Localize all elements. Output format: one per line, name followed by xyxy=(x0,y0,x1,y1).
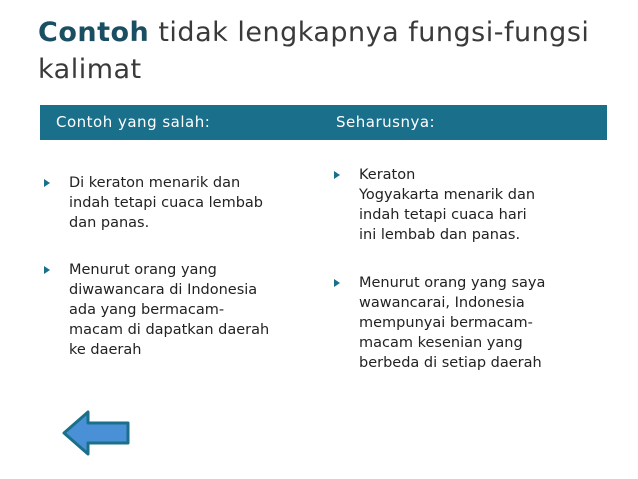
bullet-arrow-icon xyxy=(334,171,340,179)
bullet-arrow-icon xyxy=(334,279,340,287)
column-header-wrong: Contoh yang salah: xyxy=(56,113,211,131)
wrong-example-text: Menurut orang yang diwawancara di Indonesia ada yang bermacam- macam di dapatkan daerah ke daerah xyxy=(69,262,270,358)
list-item xyxy=(330,273,610,373)
bullet-arrow-icon xyxy=(44,266,50,274)
page-title xyxy=(38,14,628,88)
list-item xyxy=(330,165,610,245)
title-rest: tidak lengkapnya fungsi-fungsi kalimat xyxy=(38,17,590,85)
table-header-bar xyxy=(40,105,607,140)
wrong-examples-list xyxy=(40,173,310,360)
column-header-correct: Seharusnya: xyxy=(336,113,436,131)
list-item xyxy=(40,173,310,233)
list-item xyxy=(40,260,310,360)
back-button[interactable] xyxy=(62,409,132,457)
bullet-arrow-icon xyxy=(44,179,50,187)
title-emphasis: Contoh xyxy=(38,17,150,48)
correct-example-text: Menurut orang yang saya wawancarai, Indonesia mempunyai bermacam- macam kesenian yang berbeda di setiap daerah xyxy=(359,275,546,371)
wrong-example-text: Di keraton menarik dan indah tetapi cuaca lembab dan panas. xyxy=(69,175,264,231)
correct-examples-list xyxy=(330,165,610,373)
correct-example-text: Keraton Yogyakarta menarik dan indah tetapi cuaca hari ini lembab dan panas. xyxy=(359,167,536,243)
left-arrow-icon[interactable] xyxy=(64,412,128,454)
